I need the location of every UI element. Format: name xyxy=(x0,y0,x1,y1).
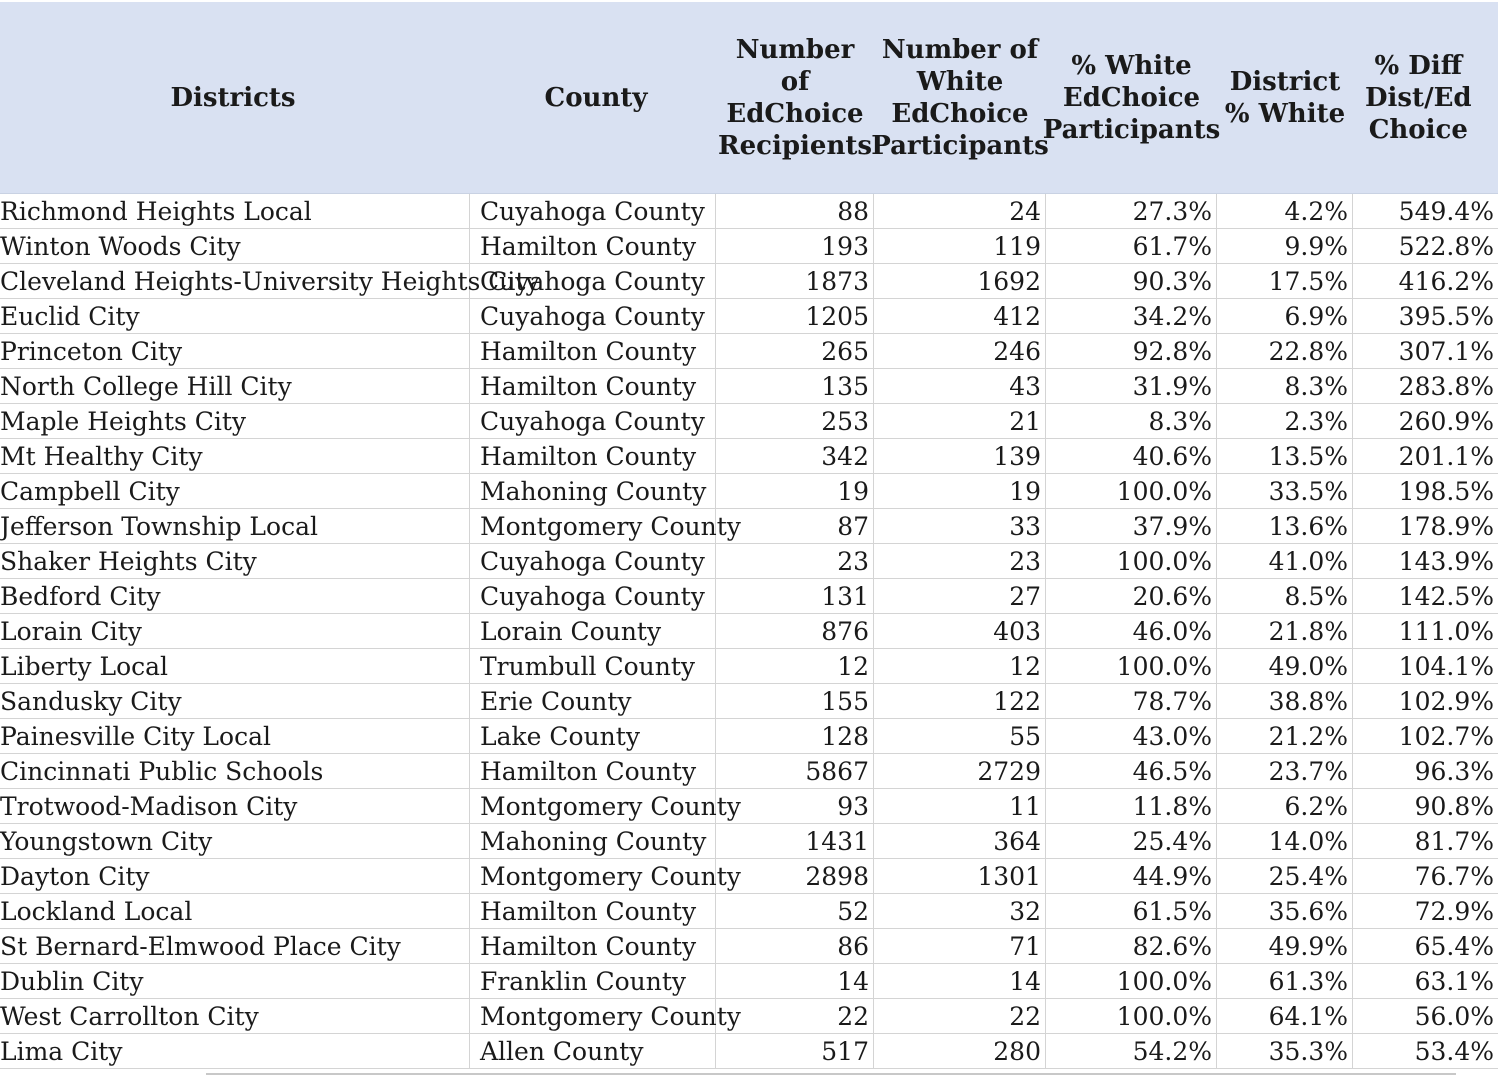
district-cell[interactable]: Sandusky City xyxy=(0,684,470,718)
county-cell[interactable]: Hamilton County xyxy=(470,929,716,963)
white-participants-cell[interactable]: 43 xyxy=(874,369,1046,403)
recipients-cell[interactable]: 1431 xyxy=(716,824,874,858)
pct-diff-cell[interactable]: 65.4% xyxy=(1414,932,1494,961)
pct-white-participants-cell[interactable]: 44.9% xyxy=(1046,859,1217,893)
district-cell[interactable]: Shaker Heights City xyxy=(0,544,470,578)
table-row xyxy=(0,859,1498,894)
district-pct-white-cell[interactable]: 38.8% xyxy=(1217,684,1353,718)
district-pct-white-cell[interactable]: 4.2% xyxy=(1217,194,1353,228)
pct-diff-cell[interactable]: 111.0% xyxy=(1398,617,1494,646)
district-pct-white-cell[interactable]: 8.3% xyxy=(1217,369,1353,403)
table-row xyxy=(0,719,1498,754)
pct-diff-cell[interactable]: 260.9% xyxy=(1398,407,1494,436)
table-row xyxy=(0,999,1498,1034)
header-districts[interactable]: Districts xyxy=(170,82,296,113)
pct-diff-cell[interactable]: 104.1% xyxy=(1398,652,1494,681)
recipients-cell[interactable]: 22 xyxy=(716,999,874,1033)
district-pct-white-cell[interactable]: 13.6% xyxy=(1217,509,1353,543)
pct-white-participants-cell[interactable]: 40.6% xyxy=(1046,439,1217,473)
recipients-cell[interactable]: 131 xyxy=(716,579,874,613)
table-row xyxy=(0,1034,1498,1069)
table-row xyxy=(0,824,1498,859)
pct-white-participants-cell[interactable]: 61.5% xyxy=(1046,894,1217,928)
pct-diff-cell[interactable]: 63.1% xyxy=(1414,967,1494,996)
table-row xyxy=(0,264,1498,299)
district-pct-white-cell[interactable]: 35.6% xyxy=(1217,894,1353,928)
table-row xyxy=(0,964,1498,999)
white-participants-cell[interactable]: 1301 xyxy=(874,859,1046,893)
district-cell[interactable]: North College Hill City xyxy=(0,369,470,403)
recipients-cell[interactable]: 52 xyxy=(716,894,874,928)
pct-diff-cell[interactable]: 201.1% xyxy=(1398,442,1494,471)
district-pct-white-cell[interactable]: 49.0% xyxy=(1217,649,1353,683)
district-pct-white-cell[interactable]: 49.9% xyxy=(1217,929,1353,963)
recipients-cell[interactable]: 23 xyxy=(716,544,874,578)
pct-diff-cell[interactable]: 142.5% xyxy=(1398,582,1494,611)
district-cell[interactable]: Mt Healthy City xyxy=(0,439,470,473)
pct-diff-cell[interactable]: 53.4% xyxy=(1414,1037,1494,1066)
county-cell[interactable]: Mahoning County xyxy=(470,824,716,858)
county-cell[interactable]: Franklin County xyxy=(470,964,716,998)
white-participants-cell[interactable]: 122 xyxy=(874,684,1046,718)
district-pct-white-cell[interactable]: 33.5% xyxy=(1217,474,1353,508)
county-cell[interactable]: Cuyahoga County xyxy=(470,299,716,333)
table-row xyxy=(0,579,1498,614)
county-cell[interactable]: Montgomery County xyxy=(470,789,716,823)
table-row xyxy=(0,369,1498,404)
district-cell[interactable]: Maple Heights City xyxy=(0,404,470,438)
county-cell[interactable]: Cuyahoga County xyxy=(470,194,716,228)
pct-white-participants-cell[interactable]: 43.0% xyxy=(1046,719,1217,753)
header-edchoice-recipients[interactable]: Number of EdChoice Recipients xyxy=(718,34,873,161)
pct-diff-cell[interactable]: 102.7% xyxy=(1398,722,1494,751)
pct-white-participants-cell[interactable]: 54.2% xyxy=(1046,1034,1217,1068)
pct-diff-cell[interactable]: 307.1% xyxy=(1398,337,1494,366)
recipients-cell[interactable]: 88 xyxy=(716,194,874,228)
district-cell[interactable]: Jefferson Township Local xyxy=(0,509,470,543)
table-row xyxy=(0,334,1498,369)
district-cell[interactable]: Cincinnati Public Schools xyxy=(0,754,470,788)
district-cell[interactable]: Richmond Heights Local xyxy=(0,194,470,228)
county-cell[interactable]: Hamilton County xyxy=(470,754,716,788)
recipients-cell[interactable]: 2898 xyxy=(716,859,874,893)
table-row xyxy=(0,194,1498,229)
pct-white-participants-cell[interactable]: 37.9% xyxy=(1046,509,1217,543)
white-participants-cell[interactable]: 2729 xyxy=(874,754,1046,788)
recipients-cell[interactable]: 1873 xyxy=(716,264,874,298)
district-cell[interactable]: Dayton City xyxy=(0,859,470,893)
recipients-cell[interactable]: 265 xyxy=(716,334,874,368)
pct-white-participants-cell[interactable]: 100.0% xyxy=(1046,964,1217,998)
white-participants-cell[interactable]: 11 xyxy=(874,789,1046,823)
pct-diff-cell[interactable]: 283.8% xyxy=(1398,372,1494,401)
pct-diff-cell[interactable]: 178.9% xyxy=(1398,512,1494,541)
district-cell[interactable]: Lima City xyxy=(0,1034,470,1068)
county-cell[interactable]: Erie County xyxy=(470,684,716,718)
white-participants-cell[interactable]: 246 xyxy=(874,334,1046,368)
white-participants-cell[interactable]: 14 xyxy=(874,964,1046,998)
recipients-cell[interactable]: 12 xyxy=(716,649,874,683)
grid-bottom-border xyxy=(206,1073,1456,1075)
white-participants-cell[interactable]: 32 xyxy=(874,894,1046,928)
district-pct-white-cell[interactable]: 61.3% xyxy=(1217,964,1353,998)
recipients-cell[interactable]: 342 xyxy=(716,439,874,473)
district-cell[interactable]: Campbell City xyxy=(0,474,470,508)
white-participants-cell[interactable]: 27 xyxy=(874,579,1046,613)
recipients-cell[interactable]: 876 xyxy=(716,614,874,648)
header-row xyxy=(0,2,1498,194)
pct-diff-cell[interactable]: 102.9% xyxy=(1398,687,1494,716)
pct-white-participants-cell[interactable]: 61.7% xyxy=(1046,229,1217,263)
white-participants-cell[interactable]: 1692 xyxy=(874,264,1046,298)
pct-diff-cell[interactable]: 72.9% xyxy=(1414,897,1494,926)
recipients-cell[interactable]: 19 xyxy=(716,474,874,508)
table-row xyxy=(0,544,1498,579)
district-pct-white-cell[interactable]: 21.2% xyxy=(1217,719,1353,753)
pct-white-participants-cell[interactable]: 78.7% xyxy=(1046,684,1217,718)
pct-white-participants-cell[interactable]: 100.0% xyxy=(1046,999,1217,1033)
county-cell[interactable]: Montgomery County xyxy=(470,509,716,543)
pct-white-participants-cell[interactable]: 34.2% xyxy=(1046,299,1217,333)
pct-white-participants-cell[interactable]: 46.5% xyxy=(1046,754,1217,788)
white-participants-cell[interactable]: 23 xyxy=(874,544,1046,578)
pct-white-participants-cell[interactable]: 31.9% xyxy=(1046,369,1217,403)
table-row xyxy=(0,299,1498,334)
district-pct-white-cell[interactable]: 13.5% xyxy=(1217,439,1353,473)
pct-white-participants-cell[interactable]: 11.8% xyxy=(1046,789,1217,823)
district-cell[interactable]: Painesville City Local xyxy=(0,719,470,753)
pct-diff-cell[interactable]: 90.8% xyxy=(1414,792,1494,821)
header-white-participants[interactable]: Number of White EdChoice Participants xyxy=(871,34,1049,161)
district-pct-white-cell[interactable]: 23.7% xyxy=(1217,754,1353,788)
district-pct-white-cell[interactable]: 17.5% xyxy=(1217,264,1353,298)
white-participants-cell[interactable]: 412 xyxy=(874,299,1046,333)
pct-white-participants-cell[interactable]: 100.0% xyxy=(1046,649,1217,683)
table-row xyxy=(0,439,1498,474)
district-cell[interactable]: Bedford City xyxy=(0,579,470,613)
pct-white-participants-cell[interactable]: 25.4% xyxy=(1046,824,1217,858)
district-cell[interactable]: Lockland Local xyxy=(0,894,470,928)
county-cell[interactable]: Lorain County xyxy=(470,614,716,648)
pct-diff-cell[interactable]: 549.4% xyxy=(1398,197,1494,226)
header-pct-diff[interactable]: % Diff Dist/Ed Choice xyxy=(1365,50,1472,145)
county-cell[interactable]: Montgomery County xyxy=(470,999,716,1033)
white-participants-cell[interactable]: 19 xyxy=(874,474,1046,508)
spreadsheet-table xyxy=(0,2,1498,1069)
district-cell[interactable]: Liberty Local xyxy=(0,649,470,683)
pct-white-participants-cell[interactable]: 8.3% xyxy=(1046,404,1217,438)
district-cell[interactable]: Princeton City xyxy=(0,334,470,368)
recipients-cell[interactable]: 87 xyxy=(716,509,874,543)
district-cell[interactable]: Youngstown City xyxy=(0,824,470,858)
table-row xyxy=(0,509,1498,544)
table-body xyxy=(0,194,1498,1069)
recipients-cell[interactable]: 128 xyxy=(716,719,874,753)
white-participants-cell[interactable]: 119 xyxy=(874,229,1046,263)
district-pct-white-cell[interactable]: 35.3% xyxy=(1217,1034,1353,1068)
district-pct-white-cell[interactable]: 6.2% xyxy=(1217,789,1353,823)
white-participants-cell[interactable]: 21 xyxy=(874,404,1046,438)
pct-diff-cell[interactable]: 395.5% xyxy=(1398,302,1494,331)
white-participants-cell[interactable]: 55 xyxy=(874,719,1046,753)
district-pct-white-cell[interactable]: 25.4% xyxy=(1217,859,1353,893)
county-cell[interactable]: Cuyahoga County xyxy=(470,579,716,613)
white-participants-cell[interactable]: 403 xyxy=(874,614,1046,648)
district-cell[interactable]: Trotwood-Madison City xyxy=(0,789,470,823)
district-pct-white-cell[interactable]: 21.8% xyxy=(1217,614,1353,648)
district-pct-white-cell[interactable]: 9.9% xyxy=(1217,229,1353,263)
pct-diff-cell[interactable]: 81.7% xyxy=(1414,827,1494,856)
table-row xyxy=(0,754,1498,789)
pct-diff-cell[interactable]: 56.0% xyxy=(1414,1002,1494,1031)
recipients-cell[interactable]: 14 xyxy=(716,964,874,998)
county-cell[interactable]: Mahoning County xyxy=(470,474,716,508)
pct-white-participants-cell[interactable]: 100.0% xyxy=(1046,544,1217,578)
white-participants-cell[interactable]: 280 xyxy=(874,1034,1046,1068)
white-participants-cell[interactable]: 24 xyxy=(874,194,1046,228)
recipients-cell[interactable]: 86 xyxy=(716,929,874,963)
county-cell[interactable]: Hamilton County xyxy=(470,439,716,473)
county-cell[interactable]: Hamilton County xyxy=(470,229,716,263)
table-row xyxy=(0,684,1498,719)
recipients-cell[interactable]: 155 xyxy=(716,684,874,718)
white-participants-cell[interactable]: 364 xyxy=(874,824,1046,858)
pct-diff-cell[interactable]: 143.9% xyxy=(1398,547,1494,576)
pct-diff-cell[interactable]: 198.5% xyxy=(1398,477,1494,506)
county-cell[interactable]: Cuyahoga County xyxy=(470,404,716,438)
county-cell[interactable]: Cuyahoga County xyxy=(470,544,716,578)
pct-diff-cell[interactable]: 96.3% xyxy=(1414,757,1494,786)
county-cell[interactable]: Hamilton County xyxy=(470,894,716,928)
pct-diff-cell[interactable]: 522.8% xyxy=(1398,232,1494,261)
header-district-pct-white[interactable]: District % White xyxy=(1224,66,1346,129)
pct-white-participants-cell[interactable]: 46.0% xyxy=(1046,614,1217,648)
pct-white-participants-cell[interactable]: 92.8% xyxy=(1046,334,1217,368)
county-cell[interactable]: Montgomery County xyxy=(470,859,716,893)
pct-white-participants-cell[interactable]: 82.6% xyxy=(1046,929,1217,963)
table-row xyxy=(0,474,1498,509)
table-row xyxy=(0,929,1498,964)
pct-white-participants-cell[interactable]: 90.3% xyxy=(1046,264,1217,298)
district-pct-white-cell[interactable]: 22.8% xyxy=(1217,334,1353,368)
table-row xyxy=(0,789,1498,824)
district-pct-white-cell[interactable]: 2.3% xyxy=(1217,404,1353,438)
header-county[interactable]: County xyxy=(544,82,648,113)
recipients-cell[interactable]: 1205 xyxy=(716,299,874,333)
county-cell[interactable]: Hamilton County xyxy=(470,369,716,403)
pct-diff-cell[interactable]: 76.7% xyxy=(1414,862,1494,891)
recipients-cell[interactable]: 253 xyxy=(716,404,874,438)
white-participants-cell[interactable]: 12 xyxy=(874,649,1046,683)
table-row xyxy=(0,894,1498,929)
table-row xyxy=(0,649,1498,684)
county-cell[interactable]: Lake County xyxy=(470,719,716,753)
district-cell[interactable]: St Bernard-Elmwood Place City xyxy=(0,929,470,963)
pct-white-participants-cell[interactable]: 100.0% xyxy=(1046,474,1217,508)
district-cell[interactable]: Cleveland Heights-University Heights City xyxy=(0,264,470,298)
district-pct-white-cell[interactable]: 41.0% xyxy=(1217,544,1353,578)
recipients-cell[interactable]: 135 xyxy=(716,369,874,403)
county-cell[interactable]: Cuyahoga County xyxy=(470,264,716,298)
county-cell[interactable]: Allen County xyxy=(470,1034,716,1068)
district-pct-white-cell[interactable]: 8.5% xyxy=(1217,579,1353,613)
county-cell[interactable]: Trumbull County xyxy=(470,649,716,683)
recipients-cell[interactable]: 193 xyxy=(716,229,874,263)
pct-white-participants-cell[interactable]: 20.6% xyxy=(1046,579,1217,613)
header-pct-white-participants[interactable]: % White EdChoice Participants xyxy=(1042,50,1221,145)
white-participants-cell[interactable]: 139 xyxy=(874,439,1046,473)
recipients-cell[interactable]: 93 xyxy=(716,789,874,823)
white-participants-cell[interactable]: 22 xyxy=(874,999,1046,1033)
recipients-cell[interactable]: 5867 xyxy=(716,754,874,788)
table-row xyxy=(0,229,1498,264)
district-cell[interactable]: West Carrollton City xyxy=(0,999,470,1033)
white-participants-cell[interactable]: 33 xyxy=(874,509,1046,543)
county-cell[interactable]: Hamilton County xyxy=(470,334,716,368)
recipients-cell[interactable]: 517 xyxy=(716,1034,874,1068)
district-pct-white-cell[interactable]: 14.0% xyxy=(1217,824,1353,858)
table-row xyxy=(0,404,1498,439)
district-cell[interactable]: Dublin City xyxy=(0,964,470,998)
district-pct-white-cell[interactable]: 6.9% xyxy=(1217,299,1353,333)
district-cell[interactable]: Winton Woods City xyxy=(0,229,470,263)
pct-white-participants-cell[interactable]: 27.3% xyxy=(1046,194,1217,228)
district-cell[interactable]: Lorain City xyxy=(0,614,470,648)
district-pct-white-cell[interactable]: 64.1% xyxy=(1217,999,1353,1033)
white-participants-cell[interactable]: 71 xyxy=(874,929,1046,963)
district-cell[interactable]: Euclid City xyxy=(0,299,470,333)
pct-diff-cell[interactable]: 416.2% xyxy=(1398,267,1494,296)
table-row xyxy=(0,614,1498,649)
